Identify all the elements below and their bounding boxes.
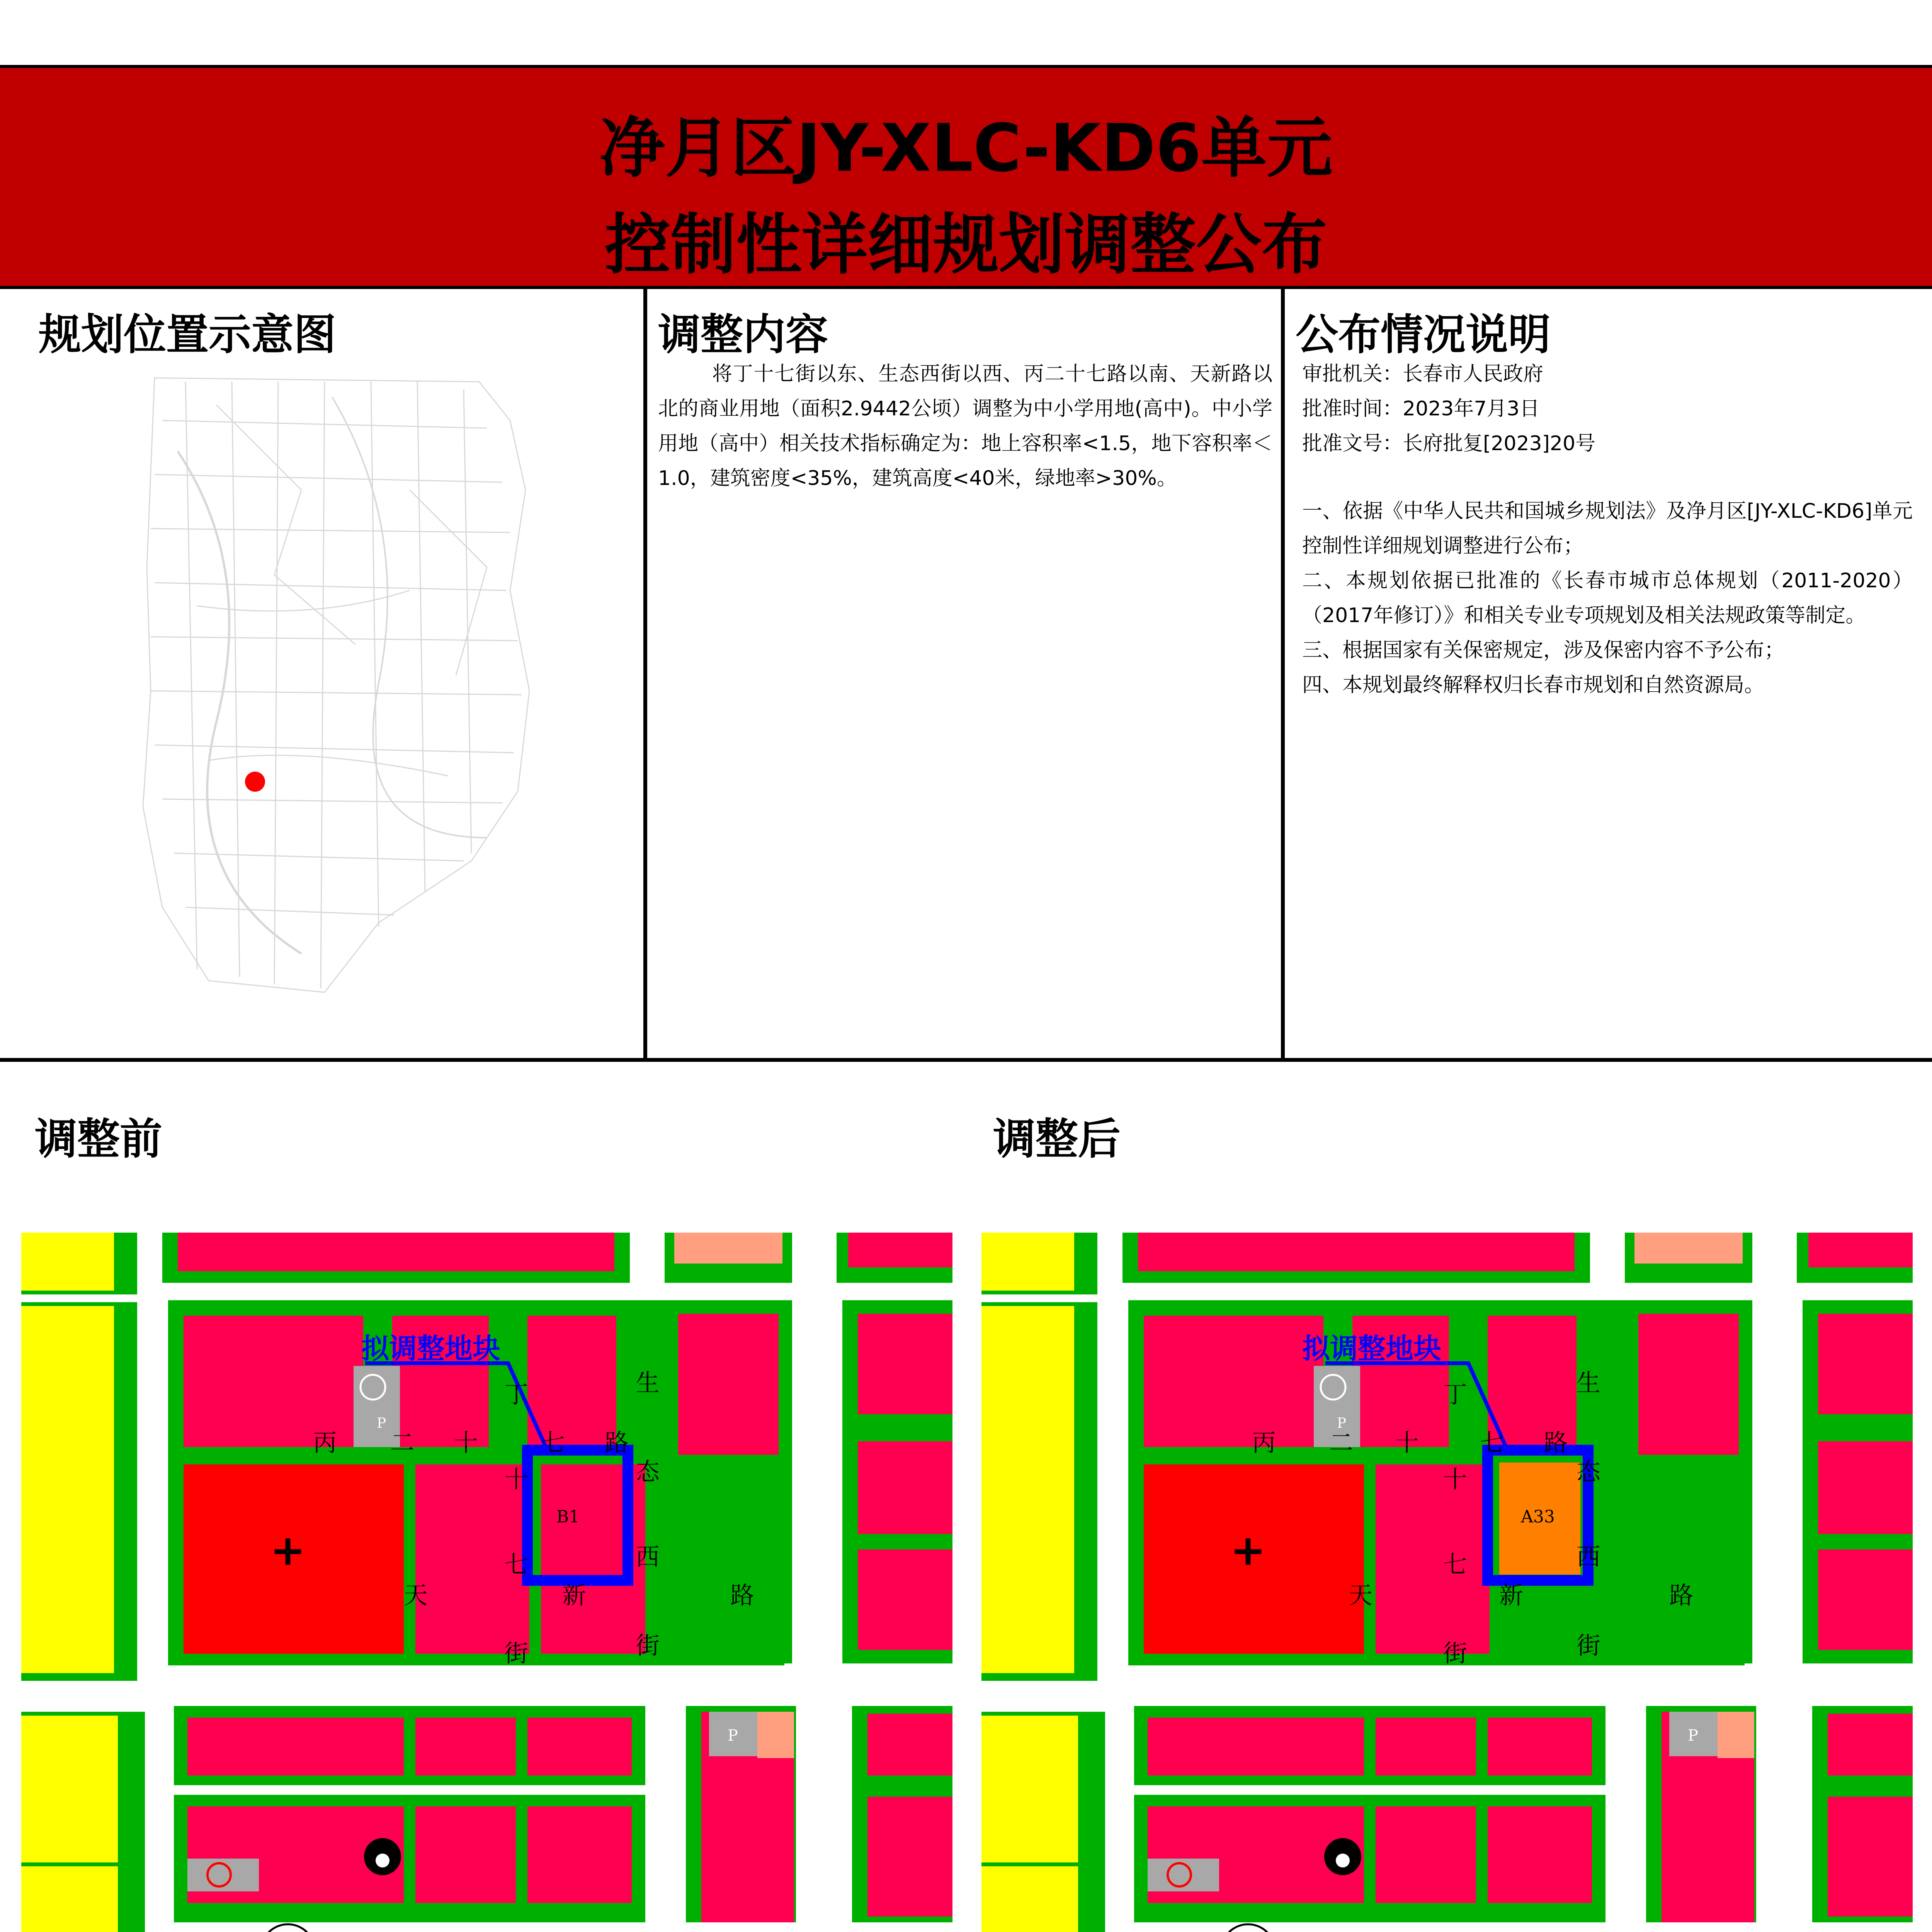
road-label: 路	[730, 1581, 755, 1609]
parcel-code-after: A33	[1521, 1507, 1555, 1527]
approval-info	[1302, 357, 1595, 461]
before-title: 调整前	[35, 1114, 162, 1164]
title-banner	[0, 65, 1932, 289]
road-label: 七	[1443, 1550, 1468, 1578]
road-label: 路	[1669, 1581, 1694, 1609]
approval-authority: 审批机关：长春市人民政府	[1302, 362, 1544, 386]
adjustment-text: 将丁十七街以东、生态西街以西、丙二十七路以南、天新路以北的商业用地（面积2.9442公顷）调整为中小学用地(高中)。中小学用地（高中）相关技术指标确定为：地上容积率<1.5，地下容积率＜1.0，建筑密度<35%，建筑高度<40米，绿地率>30%。	[658, 362, 1272, 490]
road-label: 二	[1329, 1429, 1354, 1457]
road-label: 丙	[1252, 1429, 1276, 1457]
announcement-title: 公布情况说明	[1296, 310, 1551, 359]
note-4: 四、本规划最终解释权归长春市规划和自然资源局。	[1302, 673, 1765, 697]
road-label: 路	[1544, 1429, 1568, 1457]
announcement-panel	[1285, 289, 1932, 1059]
road-label: 天	[404, 1581, 428, 1609]
parcel-callout-after: 拟调整地块	[1302, 1332, 1442, 1365]
road-label: 西	[1577, 1543, 1601, 1571]
road-label: 丁	[1443, 1380, 1468, 1408]
svg-text:+: +	[270, 1526, 306, 1575]
road-label: 十	[454, 1429, 478, 1457]
page-title-line1: 净月区JY-XLC-KD6单元	[599, 110, 1333, 187]
parcel-callout-before: 拟调整地块	[361, 1332, 501, 1365]
road-label: 丁	[504, 1380, 529, 1408]
note-1: 一、依据《中华人民共和国城乡规划法》及净月区[JY-XLC-KD6]单元控制性详细规划调整进行公布；	[1302, 500, 1913, 558]
road-label: 态	[636, 1458, 660, 1486]
approval-date: 批准时间：2023年7月3日	[1302, 397, 1540, 420]
road-label: 七	[1480, 1429, 1504, 1457]
plan-after	[981, 1233, 1913, 1932]
road-label: 街	[1443, 1639, 1468, 1667]
road-label: 新	[562, 1581, 587, 1609]
svg-text:+: +	[1230, 1526, 1266, 1575]
road-label: 路	[605, 1429, 629, 1457]
road-label: 街	[504, 1639, 529, 1667]
road-label: 十	[504, 1465, 529, 1493]
road-label: 十	[1443, 1465, 1468, 1493]
road-label: 街	[1577, 1631, 1601, 1660]
road-label: 七	[504, 1550, 529, 1578]
road-label: 十	[1395, 1429, 1419, 1457]
plan-before	[21, 1233, 952, 1932]
note-3: 三、根据国家有关保密规定，涉及保密内容不予公布；	[1302, 639, 1785, 662]
approval-doc: 批准文号：长府批复[2023]20号	[1302, 432, 1596, 455]
note-2: 二、本规划依据已批准的《长春市城市总体规划（2011-2020）（2017年修订）》和相关专业专项规划及相关法规政策等制定。	[1302, 569, 1913, 627]
location-title: 规划位置示意图	[39, 310, 336, 359]
road-label: 生	[1577, 1369, 1601, 1397]
plan-map-after	[981, 1233, 1913, 1932]
announcement-notes	[1302, 494, 1913, 702]
info-panel	[0, 289, 1932, 1062]
road-label: 二	[390, 1429, 415, 1457]
page-title-line2: 控制性详细规划调整公布	[604, 207, 1327, 283]
road-label: 态	[1577, 1458, 1601, 1486]
road-label: 西	[636, 1543, 660, 1571]
parking-label-4: P	[1688, 1727, 1698, 1745]
parking-label-3: P	[1337, 1415, 1347, 1431]
location-map	[139, 374, 545, 1000]
road-label: 丙	[313, 1429, 337, 1457]
location-panel	[0, 289, 647, 1059]
parcel-code-before: B1	[556, 1507, 580, 1527]
adjustment-panel	[647, 289, 1285, 1059]
parking-label-2: P	[728, 1727, 738, 1745]
road-label: 生	[636, 1369, 660, 1397]
adjustment-title: 调整内容	[658, 310, 828, 359]
road-label: 天	[1349, 1581, 1373, 1609]
road-label: 新	[1499, 1581, 1524, 1609]
plan-map-before	[21, 1233, 952, 1932]
road-label: 街	[636, 1631, 660, 1660]
road-label: 七	[541, 1429, 565, 1457]
after-title: 调整后	[993, 1114, 1121, 1164]
parking-label-1: P	[377, 1415, 386, 1431]
